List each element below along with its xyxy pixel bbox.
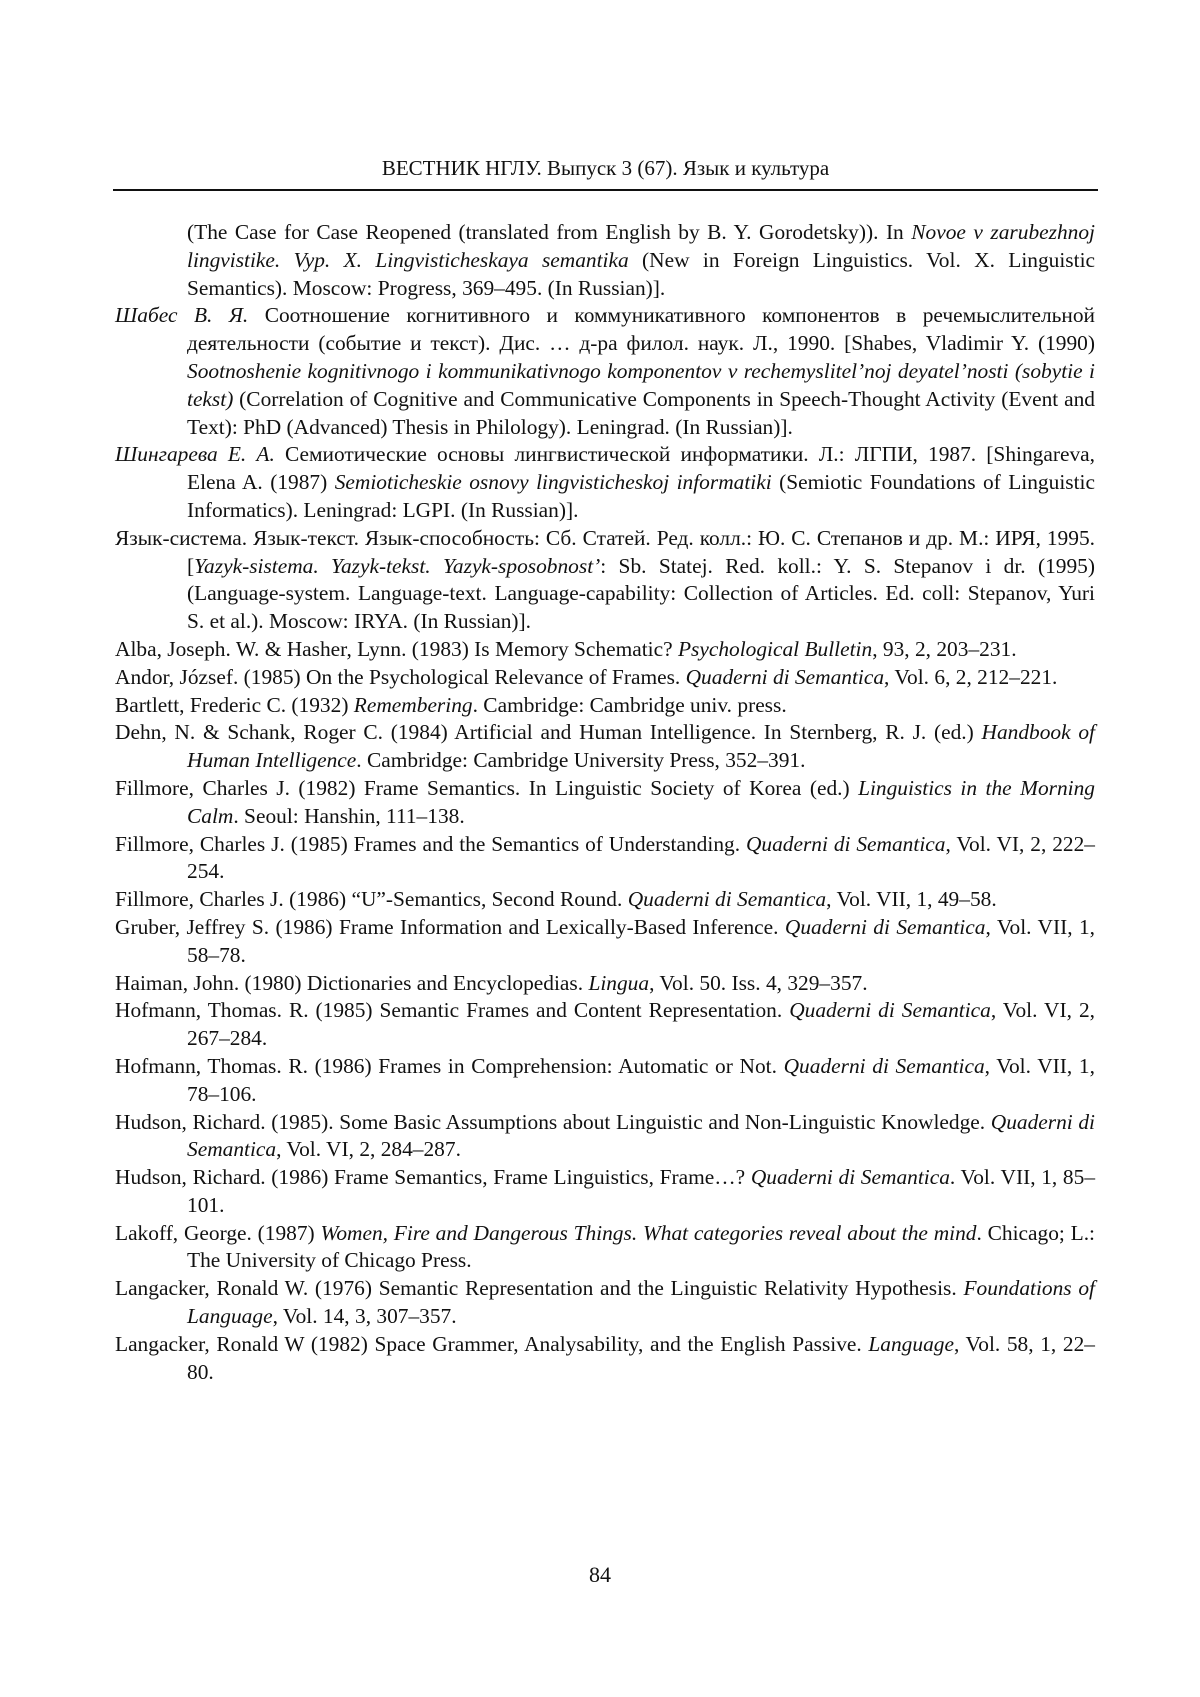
reference-entry [115, 719, 1095, 775]
reference-text: , Vol. 6, 2, 212–221. [884, 665, 1057, 689]
reference-text: Alba, Joseph. W. & Hasher, Lynn. (1983) Is Memory Schematic? [115, 637, 678, 661]
reference-text: Семиотические основы лингвистической информатики. Л.: ЛГПИ, 1987. [Shingareva, Elena A. (1987) [187, 442, 1095, 494]
reference-text: Соотношение когнитивного и коммуникативного компонентов в речемыслитель­ной деятельности (событие и текст). Дис. … д-ра филол. наук. Л., 1990. [Shabes, Vladi­mir Y. (1990) [187, 303, 1095, 355]
reference-italic-text: Handbook of Human Intelligence [187, 720, 1095, 772]
reference-italic-text: Remembering [354, 693, 473, 717]
reference-entry [115, 1220, 1095, 1276]
reference-entry [115, 831, 1095, 887]
reference-italic-text: Quaderni di Semantica [628, 887, 826, 911]
reference-text: . Seoul: Hanshin, 111–138. [233, 804, 464, 828]
reference-italic-text: Quaderni di Semantica [784, 1054, 985, 1078]
reference-text: , Vol. VI, 2, 222–254. [187, 832, 1095, 884]
reference-text: Dehn, N. & Schank, Roger C. (1984) Artificial and Human Intelligence. In Sternberg, R. J. (ed.) [115, 720, 982, 744]
reference-entry [115, 302, 1095, 441]
reference-entry [115, 441, 1095, 524]
reference-text: . Cambridge: Cambridge univ. press. [473, 693, 787, 717]
reference-italic-text: Language [868, 1332, 954, 1356]
reference-text: Langacker, Ronald W. (1976) Semantic Representation and the Linguistic Relativity Hypothesis. [115, 1276, 963, 1300]
reference-entry [115, 636, 1095, 664]
reference-italic-text: Quaderni di Semantica [686, 665, 884, 689]
reference-italic-text: Quaderni di Semantica [187, 1110, 1095, 1162]
reference-entry [115, 1053, 1095, 1109]
reference-entry [115, 1109, 1095, 1165]
reference-entry [115, 1275, 1095, 1331]
page-number: 84 [0, 1562, 1200, 1588]
reference-text: . Chicago; L.: The University of Chicago Press. [187, 1221, 1095, 1273]
reference-text: , 93, 2, 203–231. [872, 637, 1016, 661]
reference-italic-text: Semioticheskie osnovy lingvisticheskoj informatiki [335, 470, 772, 494]
reference-italic-text: Sootnoshenie kognitivnogo i kommunikativnogo komponentov v rechemysli­tel’noj deyatel’nosti (sobytie i tekst) [187, 359, 1095, 411]
reference-text: , Vol. VI, 2, 267–284. [187, 998, 1095, 1050]
reference-text: . Vol. VII, 1, 85–101. [187, 1165, 1095, 1217]
reference-text: : Sb. Statej. Red. koll.: Y. S. Ste­panov i dr. (1995) (Language-system. Language-text. Language-capability: Collection of Ar­ticles. Ed. coll: Stepanov, Yuri S. et al.). Moscow: IRYA. (In Russian)]. [187, 554, 1095, 634]
reference-text: , Vol. VII, 1, 49–58. [826, 887, 997, 911]
reference-text: Gruber, Jeffrey S. (1986) Frame Information and Lexically-Based Inference. [115, 915, 785, 939]
reference-text: Hudson, Richard. (1985). Some Basic Assumptions about Linguistic and Non-Linguistic Knowledge. [115, 1110, 991, 1134]
reference-italic-text: Шингарева Е. А. [115, 442, 275, 466]
reference-text: , Vol. VI, 2, 284–287. [276, 1137, 461, 1161]
reference-entry [115, 914, 1095, 970]
reference-list [115, 219, 1095, 1386]
reference-text: , Vol. VII, 1, 78–106. [187, 1054, 1095, 1106]
reference-text: (Correlation of Cognitive and Communicative Components in Speech-Thought Activity (Event and Text): PhD (Advanced) Thesis in Phi­lology). Leningrad. (In Russian)]. [187, 387, 1095, 439]
reference-text: , Vol. 50. Iss. 4, 329–357. [649, 971, 868, 995]
reference-text: Langacker, Ronald W (1982) Space Grammer, Analysability, and the English Passive. [115, 1332, 868, 1356]
reference-entry [115, 1164, 1095, 1220]
reference-text: Hofmann, Thomas. R. (1986) Frames in Comprehension: Automatic or Not. [115, 1054, 784, 1078]
reference-text: Lakoff, George. (1987) [115, 1221, 320, 1245]
reference-italic-text: Шабес В. Я. [115, 303, 248, 327]
reference-italic-text: Linguistics in the Morning Calm [187, 776, 1095, 828]
running-header: ВЕСТНИК НГЛУ. Выпуск 3 (67). Язык и культура [113, 155, 1098, 181]
reference-entry [115, 997, 1095, 1053]
reference-text: , Vol. 58, 1, 22–80. [187, 1332, 1095, 1384]
reference-text: Fillmore, Charles J. (1982) Frame Semantics. In Linguistic Society of Korea (ed.) [115, 776, 858, 800]
reference-italic-text: Quaderni di Semantica [789, 998, 991, 1022]
reference-italic-text: Foundations of Language [187, 1276, 1095, 1328]
reference-text: Bartlett, Frederic C. (1932) [115, 693, 354, 717]
reference-entry [115, 970, 1095, 998]
reference-italic-text: Quaderni di Semantica [746, 832, 946, 856]
reference-italic-text: Yazyk-sistema. Yazyk-tekst. Yazyk-sposobnost’ [194, 554, 600, 578]
reference-text: (The Case for Case Reopened (translated from English by B. Y. Gorodetsky)). In [187, 220, 911, 244]
reference-text: Haiman, John. (1980) Dictionaries and Encyclopedias. [115, 971, 588, 995]
reference-text: , Vol. VII, 1, 58–78. [187, 915, 1095, 967]
reference-italic-text: Quaderni di Semantica [751, 1165, 950, 1189]
reference-italic-text: Lingua [588, 971, 649, 995]
reference-entry [115, 664, 1095, 692]
reference-entry [115, 219, 1095, 302]
reference-entry [115, 775, 1095, 831]
reference-entry [115, 525, 1095, 636]
reference-text: . Cambridge: Cambridge University Press, 352–391. [356, 748, 805, 772]
reference-text: (Semiotic Foundations of Linguistic Informatics). Leningrad: LGPI. (In Russian)]. [187, 470, 1095, 522]
header-rule [113, 189, 1098, 191]
reference-italic-text: Novoe v zarubezhnoj lingvistike. Vyp. X. Lingvisticheskaya semantika [187, 220, 1095, 272]
reference-text: (New in Foreign Linguistics. Vol. X. Linguistic Semantics). Moscow: Progress, 369–495. (In Russian)]. [187, 248, 1095, 300]
reference-text: Hofmann, Thomas. R. (1985) Semantic Frames and Content Representation. [115, 998, 789, 1022]
reference-text: Hudson, Richard. (1986) Frame Semantics, Frame Linguistics, Frame…? [115, 1165, 751, 1189]
reference-italic-text: Psychological Bulletin [678, 637, 872, 661]
reference-text: Fillmore, Charles J. (1986) “U”-Semantics, Second Round. [115, 887, 628, 911]
reference-entry [115, 886, 1095, 914]
reference-text: Fillmore, Charles J. (1985) Frames and the Semantics of Understanding. [115, 832, 746, 856]
reference-text: Andor, József. (1985) On the Psychological Relevance of Frames. [115, 665, 686, 689]
reference-entry [115, 692, 1095, 720]
reference-entry [115, 1331, 1095, 1387]
reference-italic-text: Quaderni di Semantica [785, 915, 986, 939]
reference-text: , Vol. 14, 3, 307–357. [273, 1304, 457, 1328]
reference-text: Язык-система. Язык-текст. Язык-способность: Сб. Статей. Ред. колл.: Ю. С. Степанов и др. М.: ИРЯ, 1995. [ [115, 526, 1095, 578]
reference-italic-text: Women, Fire and Dangerous Things. What categories reveal about the mind [320, 1221, 976, 1245]
